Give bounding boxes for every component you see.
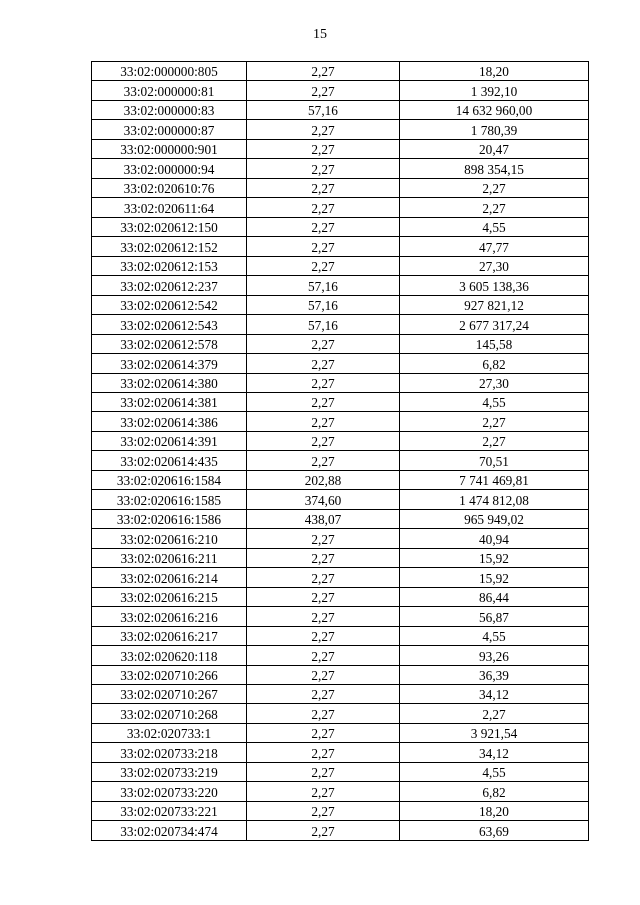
amount-cell: 927 821,12 xyxy=(400,295,589,314)
cadastral-number-cell: 33:02:020616:216 xyxy=(92,607,247,626)
table-row xyxy=(92,568,589,587)
cadastral-number-cell: 33:02:020612:153 xyxy=(92,256,247,275)
table-row xyxy=(92,490,589,509)
amount-cell: 2 677 317,24 xyxy=(400,315,589,334)
amount-cell: 18,20 xyxy=(400,801,589,820)
amount-cell: 63,69 xyxy=(400,821,589,840)
cadastral-number-cell: 33:02:020616:211 xyxy=(92,548,247,567)
amount-cell: 15,92 xyxy=(400,568,589,587)
table-row xyxy=(92,81,589,100)
amount-cell: 1 474 812,08 xyxy=(400,490,589,509)
cadastral-number-cell: 33:02:020614:379 xyxy=(92,354,247,373)
amount-cell: 18,20 xyxy=(400,62,589,81)
amount-cell: 86,44 xyxy=(400,587,589,606)
table-row xyxy=(92,431,589,450)
table-row xyxy=(92,451,589,470)
value-cell: 57,16 xyxy=(247,315,400,334)
value-cell: 374,60 xyxy=(247,490,400,509)
value-cell: 2,27 xyxy=(247,217,400,236)
table-row xyxy=(92,743,589,762)
table-row xyxy=(92,120,589,139)
amount-cell: 2,27 xyxy=(400,178,589,197)
value-cell: 2,27 xyxy=(247,178,400,197)
amount-cell: 14 632 960,00 xyxy=(400,100,589,119)
table-row xyxy=(92,373,589,392)
amount-cell: 70,51 xyxy=(400,451,589,470)
cadastral-number-cell: 33:02:020616:1584 xyxy=(92,470,247,489)
amount-cell: 93,26 xyxy=(400,646,589,665)
value-cell: 2,27 xyxy=(247,607,400,626)
amount-cell: 1 392,10 xyxy=(400,81,589,100)
amount-cell: 2,27 xyxy=(400,412,589,431)
amount-cell: 3 921,54 xyxy=(400,723,589,742)
amount-cell: 47,77 xyxy=(400,237,589,256)
table-row xyxy=(92,178,589,197)
cadastral-number-cell: 33:02:020611:64 xyxy=(92,198,247,217)
table-row xyxy=(92,237,589,256)
amount-cell: 20,47 xyxy=(400,139,589,158)
cadastral-number-cell: 33:02:000000:87 xyxy=(92,120,247,139)
table-row xyxy=(92,392,589,411)
value-cell: 2,27 xyxy=(247,821,400,840)
value-cell: 2,27 xyxy=(247,743,400,762)
amount-cell: 2,27 xyxy=(400,704,589,723)
cadastral-number-cell: 33:02:020614:380 xyxy=(92,373,247,392)
amount-cell: 4,55 xyxy=(400,626,589,645)
value-cell: 2,27 xyxy=(247,198,400,217)
value-cell: 2,27 xyxy=(247,159,400,178)
cadastral-number-cell: 33:02:020612:543 xyxy=(92,315,247,334)
table-row xyxy=(92,198,589,217)
table-body xyxy=(92,62,589,841)
cadastral-number-cell: 33:02:020614:391 xyxy=(92,431,247,450)
value-cell: 2,27 xyxy=(247,139,400,158)
cadastral-number-cell: 33:02:020733:1 xyxy=(92,723,247,742)
cadastral-number-cell: 33:02:020612:150 xyxy=(92,217,247,236)
table-row xyxy=(92,723,589,742)
cadastral-number-cell: 33:02:000000:81 xyxy=(92,81,247,100)
amount-cell: 34,12 xyxy=(400,743,589,762)
value-cell: 57,16 xyxy=(247,276,400,295)
cadastral-number-cell: 33:02:020614:386 xyxy=(92,412,247,431)
amount-cell: 3 605 138,36 xyxy=(400,276,589,295)
cadastral-number-cell: 33:02:020733:219 xyxy=(92,762,247,781)
table-row xyxy=(92,821,589,840)
cadastral-number-cell: 33:02:020620:118 xyxy=(92,646,247,665)
table-row xyxy=(92,626,589,645)
table-row xyxy=(92,704,589,723)
amount-cell: 27,30 xyxy=(400,373,589,392)
cadastral-number-cell: 33:02:020733:221 xyxy=(92,801,247,820)
value-cell: 2,27 xyxy=(247,334,400,353)
amount-cell: 15,92 xyxy=(400,548,589,567)
cadastral-number-cell: 33:02:000000:94 xyxy=(92,159,247,178)
amount-cell: 4,55 xyxy=(400,392,589,411)
cadastral-number-cell: 33:02:000000:901 xyxy=(92,139,247,158)
value-cell: 2,27 xyxy=(247,723,400,742)
table-row xyxy=(92,354,589,373)
cadastral-number-cell: 33:02:020614:435 xyxy=(92,451,247,470)
value-cell: 2,27 xyxy=(247,62,400,81)
cadastral-number-cell: 33:02:000000:83 xyxy=(92,100,247,119)
value-cell: 57,16 xyxy=(247,100,400,119)
table-row xyxy=(92,334,589,353)
cadastral-number-cell: 33:02:020616:1585 xyxy=(92,490,247,509)
value-cell: 2,27 xyxy=(247,431,400,450)
value-cell: 2,27 xyxy=(247,81,400,100)
value-cell: 2,27 xyxy=(247,256,400,275)
value-cell: 2,27 xyxy=(247,568,400,587)
amount-cell: 2,27 xyxy=(400,431,589,450)
amount-cell: 7 741 469,81 xyxy=(400,470,589,489)
table-row xyxy=(92,276,589,295)
table-row xyxy=(92,801,589,820)
table-row xyxy=(92,295,589,314)
value-cell: 2,27 xyxy=(247,354,400,373)
cadastral-number-cell: 33:02:020612:152 xyxy=(92,237,247,256)
amount-cell: 145,58 xyxy=(400,334,589,353)
amount-cell: 6,82 xyxy=(400,782,589,801)
value-cell: 2,27 xyxy=(247,392,400,411)
value-cell: 2,27 xyxy=(247,587,400,606)
page-number: 15 xyxy=(313,27,327,42)
amount-cell: 965 949,02 xyxy=(400,509,589,528)
cadastral-number-cell: 33:02:020710:268 xyxy=(92,704,247,723)
amount-cell: 36,39 xyxy=(400,665,589,684)
cadastral-number-cell: 33:02:020733:220 xyxy=(92,782,247,801)
cadastral-number-cell: 33:02:020612:578 xyxy=(92,334,247,353)
table-row xyxy=(92,217,589,236)
value-cell: 2,27 xyxy=(247,626,400,645)
value-cell: 2,27 xyxy=(247,685,400,704)
cadastral-number-cell: 33:02:020734:474 xyxy=(92,821,247,840)
value-cell: 2,27 xyxy=(247,665,400,684)
cadastral-number-cell: 33:02:020616:210 xyxy=(92,529,247,548)
value-cell: 2,27 xyxy=(247,412,400,431)
cadastral-number-cell: 33:02:020612:542 xyxy=(92,295,247,314)
table-row xyxy=(92,529,589,548)
table-row xyxy=(92,587,589,606)
amount-cell: 1 780,39 xyxy=(400,120,589,139)
table-row xyxy=(92,509,589,528)
table-row xyxy=(92,256,589,275)
table-row xyxy=(92,315,589,334)
cadastral-number-cell: 33:02:020710:266 xyxy=(92,665,247,684)
cadastral-number-cell: 33:02:020616:214 xyxy=(92,568,247,587)
amount-cell: 4,55 xyxy=(400,217,589,236)
amount-cell: 27,30 xyxy=(400,256,589,275)
value-cell: 202,88 xyxy=(247,470,400,489)
cadastral-number-cell: 33:02:020612:237 xyxy=(92,276,247,295)
table-row xyxy=(92,607,589,626)
value-cell: 2,27 xyxy=(247,782,400,801)
value-cell: 57,16 xyxy=(247,295,400,314)
value-cell: 2,27 xyxy=(247,801,400,820)
value-cell: 2,27 xyxy=(247,704,400,723)
table-row xyxy=(92,159,589,178)
cadastral-number-cell: 33:02:020616:217 xyxy=(92,626,247,645)
amount-cell: 6,82 xyxy=(400,354,589,373)
cadastral-number-cell: 33:02:020616:1586 xyxy=(92,509,247,528)
cadastral-number-cell: 33:02:020616:215 xyxy=(92,587,247,606)
table-row xyxy=(92,470,589,489)
value-cell: 2,27 xyxy=(247,451,400,470)
table-row xyxy=(92,685,589,704)
amount-cell: 34,12 xyxy=(400,685,589,704)
amount-cell: 4,55 xyxy=(400,762,589,781)
table-row xyxy=(92,139,589,158)
value-cell: 2,27 xyxy=(247,646,400,665)
cadastral-number-cell: 33:02:020733:218 xyxy=(92,743,247,762)
table-row xyxy=(92,665,589,684)
value-cell: 2,27 xyxy=(247,373,400,392)
table-row xyxy=(92,412,589,431)
value-cell: 2,27 xyxy=(247,548,400,567)
cadastral-number-cell: 33:02:020710:267 xyxy=(92,685,247,704)
table-row xyxy=(92,62,589,81)
table-row xyxy=(92,782,589,801)
amount-cell: 56,87 xyxy=(400,607,589,626)
cadastral-number-cell: 33:02:020614:381 xyxy=(92,392,247,411)
amount-cell: 2,27 xyxy=(400,198,589,217)
table-row xyxy=(92,646,589,665)
amount-cell: 40,94 xyxy=(400,529,589,548)
value-cell: 438,07 xyxy=(247,509,400,528)
table-row xyxy=(92,100,589,119)
value-cell: 2,27 xyxy=(247,762,400,781)
table-row xyxy=(92,548,589,567)
value-cell: 2,27 xyxy=(247,120,400,139)
table-row xyxy=(92,762,589,781)
cadastral-number-cell: 33:02:000000:805 xyxy=(92,62,247,81)
amount-cell: 898 354,15 xyxy=(400,159,589,178)
cadastral-number-cell: 33:02:020610:76 xyxy=(92,178,247,197)
value-cell: 2,27 xyxy=(247,529,400,548)
value-cell: 2,27 xyxy=(247,237,400,256)
data-table xyxy=(91,61,589,841)
